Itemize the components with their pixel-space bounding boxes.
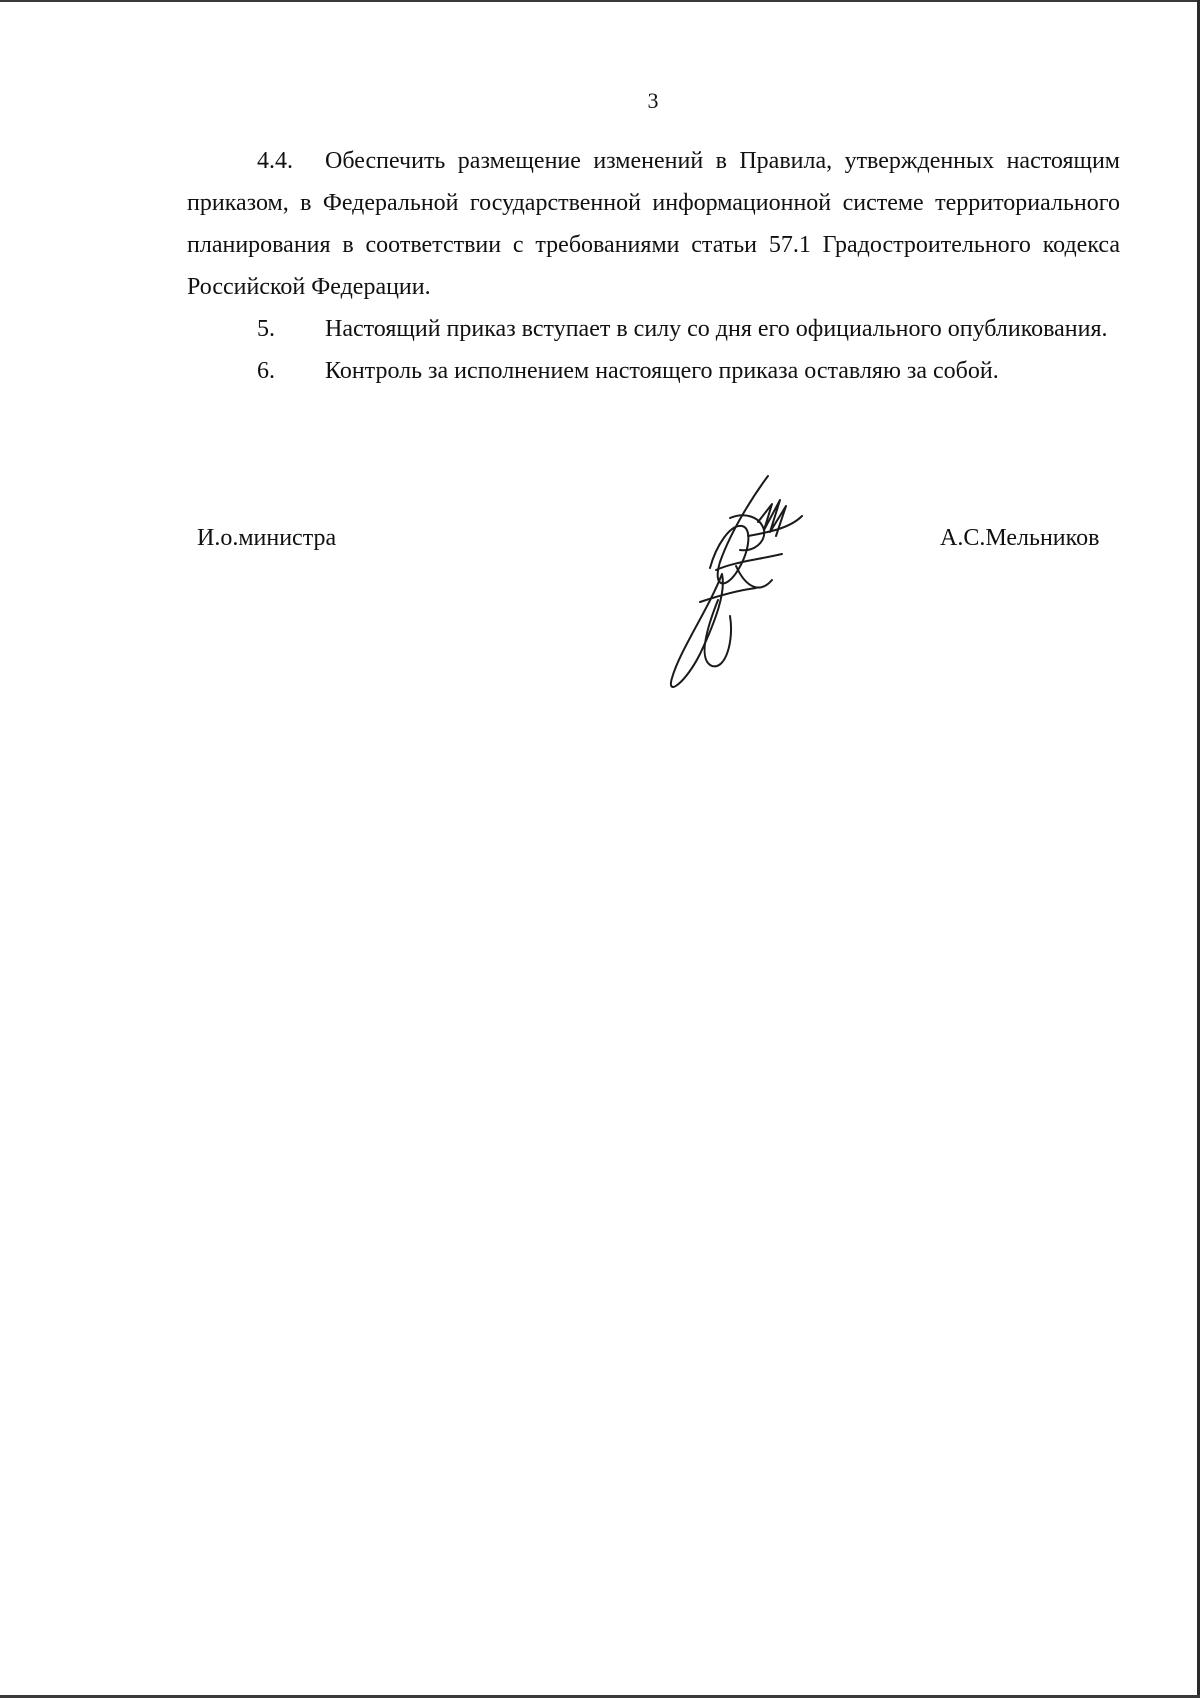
paragraph-text: Контроль за исполнением настоящего приказа оставляю за собой. — [325, 358, 999, 384]
paragraph-5 — [187, 308, 1120, 350]
document-body — [187, 140, 1120, 392]
signatory-name: А.С.Мельников — [940, 525, 1100, 551]
paragraph-number: 4.4. — [257, 148, 293, 174]
paragraph-text: Обеспечить размещение изменений в Правила, утвержденных настоящим приказом, в Федеральной государственной информационной системе территориального планирования в соответствии с требованиями статьи 57.1 Градостроительного кодекса Российской Федерации. — [187, 148, 1120, 300]
paragraph-number: 6. — [257, 358, 275, 384]
signatory-position: И.о.министра — [197, 525, 337, 551]
paragraph-text: Настоящий приказ вступает в силу со дня его официального опубликования. — [325, 316, 1108, 342]
paragraph-4-4 — [187, 140, 1120, 308]
page-number: 3 — [647, 88, 659, 113]
paragraph-6 — [187, 350, 1120, 392]
paragraph-number: 5. — [257, 316, 275, 342]
handwritten-signature — [660, 470, 840, 695]
scan-edge-top — [0, 0, 1200, 2]
